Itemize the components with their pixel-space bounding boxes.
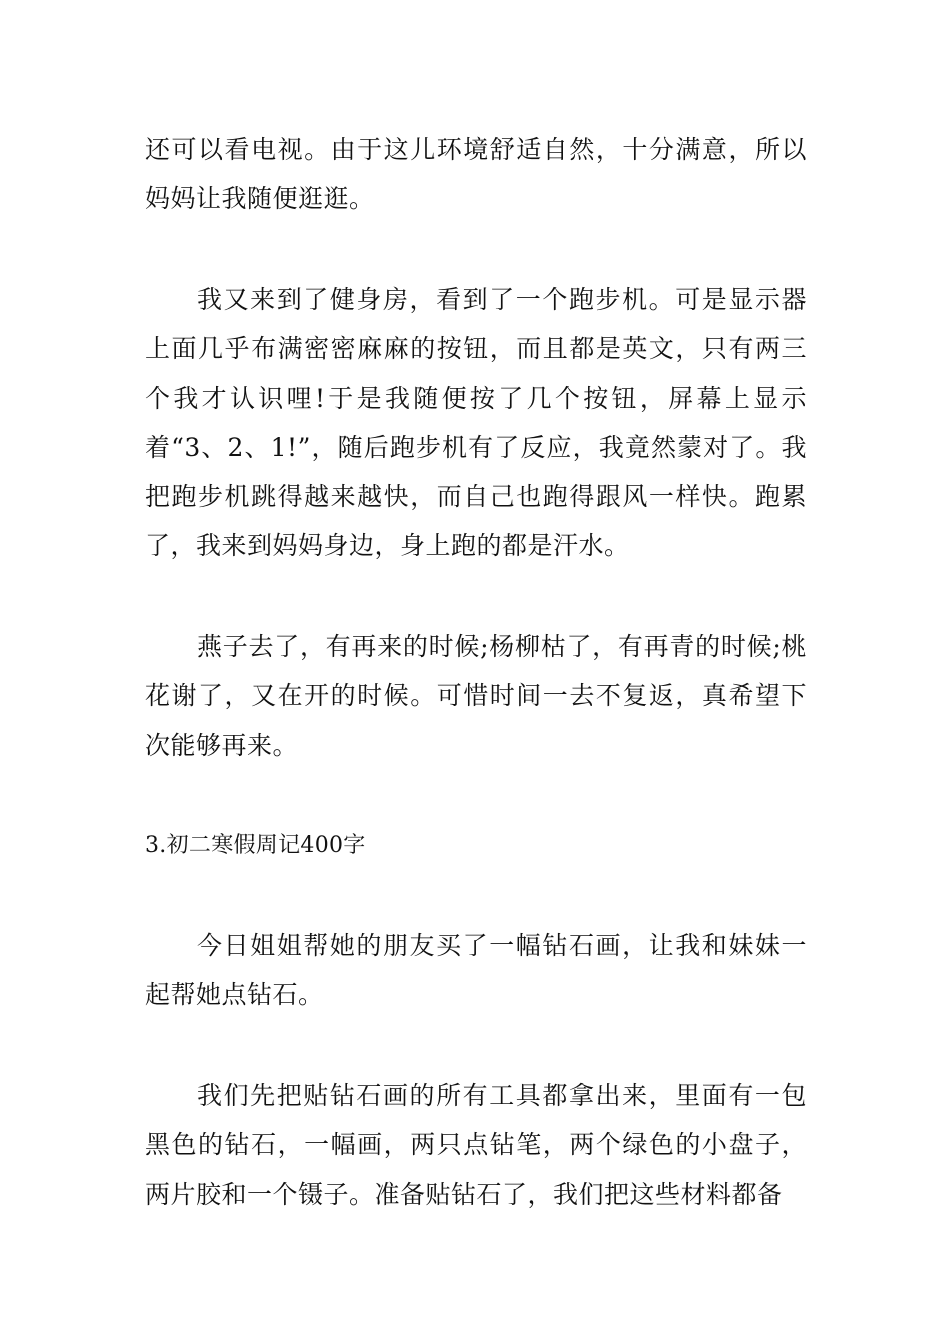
paragraph-continuation: 还可以看电视。由于这儿环境舒适自然，十分满意，所以妈妈让我随便逛逛。 (145, 135, 807, 214)
paragraph-time-reflection: 燕子去了，有再来的时候;杨柳枯了，有再青的时候;桃花谢了，又在开的时候。可惜时间一去不复返，真希望下次能够再来。 (145, 632, 807, 760)
paragraph-gym-treadmill: 我又来到了健身房，看到了一个跑步机。可是显示器上面几乎布满密密麻麻的按钮，而且都是英文，只有两三个我才认识哩!于是我随便按了几个按钮，屏幕上显示着“3、2、1!”，随后跑步机有了反应，我竟然蒙对了。我把跑步机跳得越来越快，而自己也跑得跟风一样快。跑累了，我来到妈妈身边，身上跑的都是汗水。 (145, 285, 807, 561)
section-heading: 3.初二寒假周记400字 (145, 833, 366, 858)
paragraph-tools: 我们先把贴钻石画的所有工具都拿出来，里面有一包黑色的钻石，一幅画，两只点钻笔，两个绿色的小盘子，两片胶和一个镊子。准备贴钻石了，我们把这些材料都备 (145, 1081, 807, 1209)
paragraph-diamond-painting: 今日姐姐帮她的朋友买了一幅钻石画，让我和妹妹一起帮她点钻石。 (145, 931, 807, 1010)
